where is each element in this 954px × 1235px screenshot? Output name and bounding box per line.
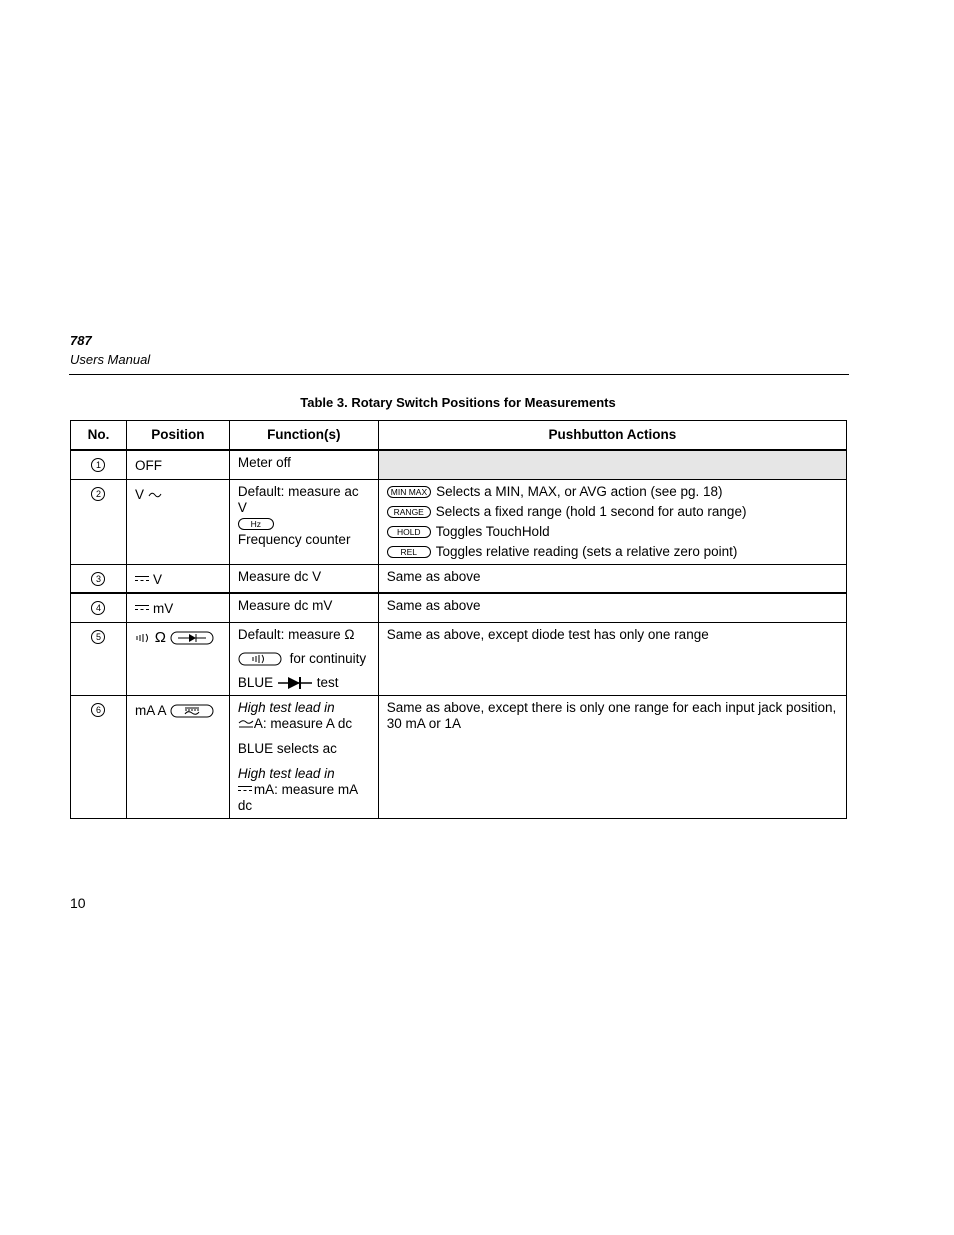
row-number: 6	[71, 695, 127, 818]
manual-model: 787	[70, 333, 92, 348]
position-cell: V	[126, 564, 229, 593]
ac-dc-icon	[238, 719, 254, 729]
actions-cell: Same as above, except diode test has only one range	[378, 622, 846, 695]
position-cell: mV	[126, 593, 229, 622]
dc-symbol-icon	[135, 605, 149, 611]
table-row	[71, 479, 847, 564]
hold-button-icon: HOLD	[387, 526, 431, 538]
table-row	[71, 564, 847, 593]
row-number: 3	[71, 564, 127, 593]
hz-button-icon: Hz	[238, 518, 274, 530]
table-row	[71, 450, 847, 479]
rotary-switch-table	[70, 420, 847, 819]
page-number: 10	[70, 895, 86, 911]
rel-button-icon: REL	[387, 546, 431, 558]
table-row	[71, 695, 847, 818]
diode-icon	[277, 676, 313, 690]
position-cell: mA A	[126, 695, 229, 818]
dc-symbol-icon	[238, 786, 252, 792]
table-caption: Table 3. Rotary Switch Positions for Measurements	[300, 395, 616, 410]
diode-button-icon	[170, 631, 214, 645]
actions-cell: Same as above	[378, 564, 846, 593]
actions-cell: Same as above, except there is only one range for each input jack position, 30 mA or 1A	[378, 695, 846, 818]
function-cell: Default: measure Ω for continuity BLUE test	[229, 622, 378, 695]
function-cell: High test lead in A: measure A dc BLUE selects ac High test lead in mA: measure mA dc	[229, 695, 378, 818]
actions-cell	[378, 450, 846, 479]
table-header-row	[71, 421, 847, 451]
position-cell: Ω	[126, 622, 229, 695]
table-row	[71, 622, 847, 695]
range-button-icon: RANGE	[387, 506, 431, 518]
header-rule	[69, 374, 849, 375]
function-cell: Measure dc mV	[229, 593, 378, 622]
function-cell: Meter off	[229, 450, 378, 479]
min-max-button-icon: MIN MAX	[387, 486, 431, 498]
col-actions: Pushbutton Actions	[378, 421, 846, 451]
dc-symbol-icon	[135, 576, 149, 582]
col-no: No.	[71, 421, 127, 451]
position-cell: V	[126, 479, 229, 564]
row-number: 1	[71, 450, 127, 479]
continuity-beeper-icon	[135, 633, 151, 643]
ac-wave-icon	[148, 491, 162, 499]
continuity-button-icon	[238, 652, 282, 666]
function-cell: Default: measure ac V Hz Frequency counter	[229, 479, 378, 564]
actions-cell: MIN MAX Selects a MIN, MAX, or AVG action (see pg. 18) RANGE Selects a fixed range (hold 1 second for auto range) HOLD Toggles TouchHold REL Toggles relative reading (sets a relative zero point)	[378, 479, 846, 564]
row-number: 4	[71, 593, 127, 622]
table-row	[71, 593, 847, 622]
row-number: 5	[71, 622, 127, 695]
manual-title: Users Manual	[70, 352, 151, 367]
col-position: Position	[126, 421, 229, 451]
col-functions: Function(s)	[229, 421, 378, 451]
row-number: 2	[71, 479, 127, 564]
position-cell: OFF	[126, 450, 229, 479]
actions-cell: Same as above	[378, 593, 846, 622]
ac-dc-button-icon	[170, 704, 214, 718]
function-cell: Measure dc V	[229, 564, 378, 593]
